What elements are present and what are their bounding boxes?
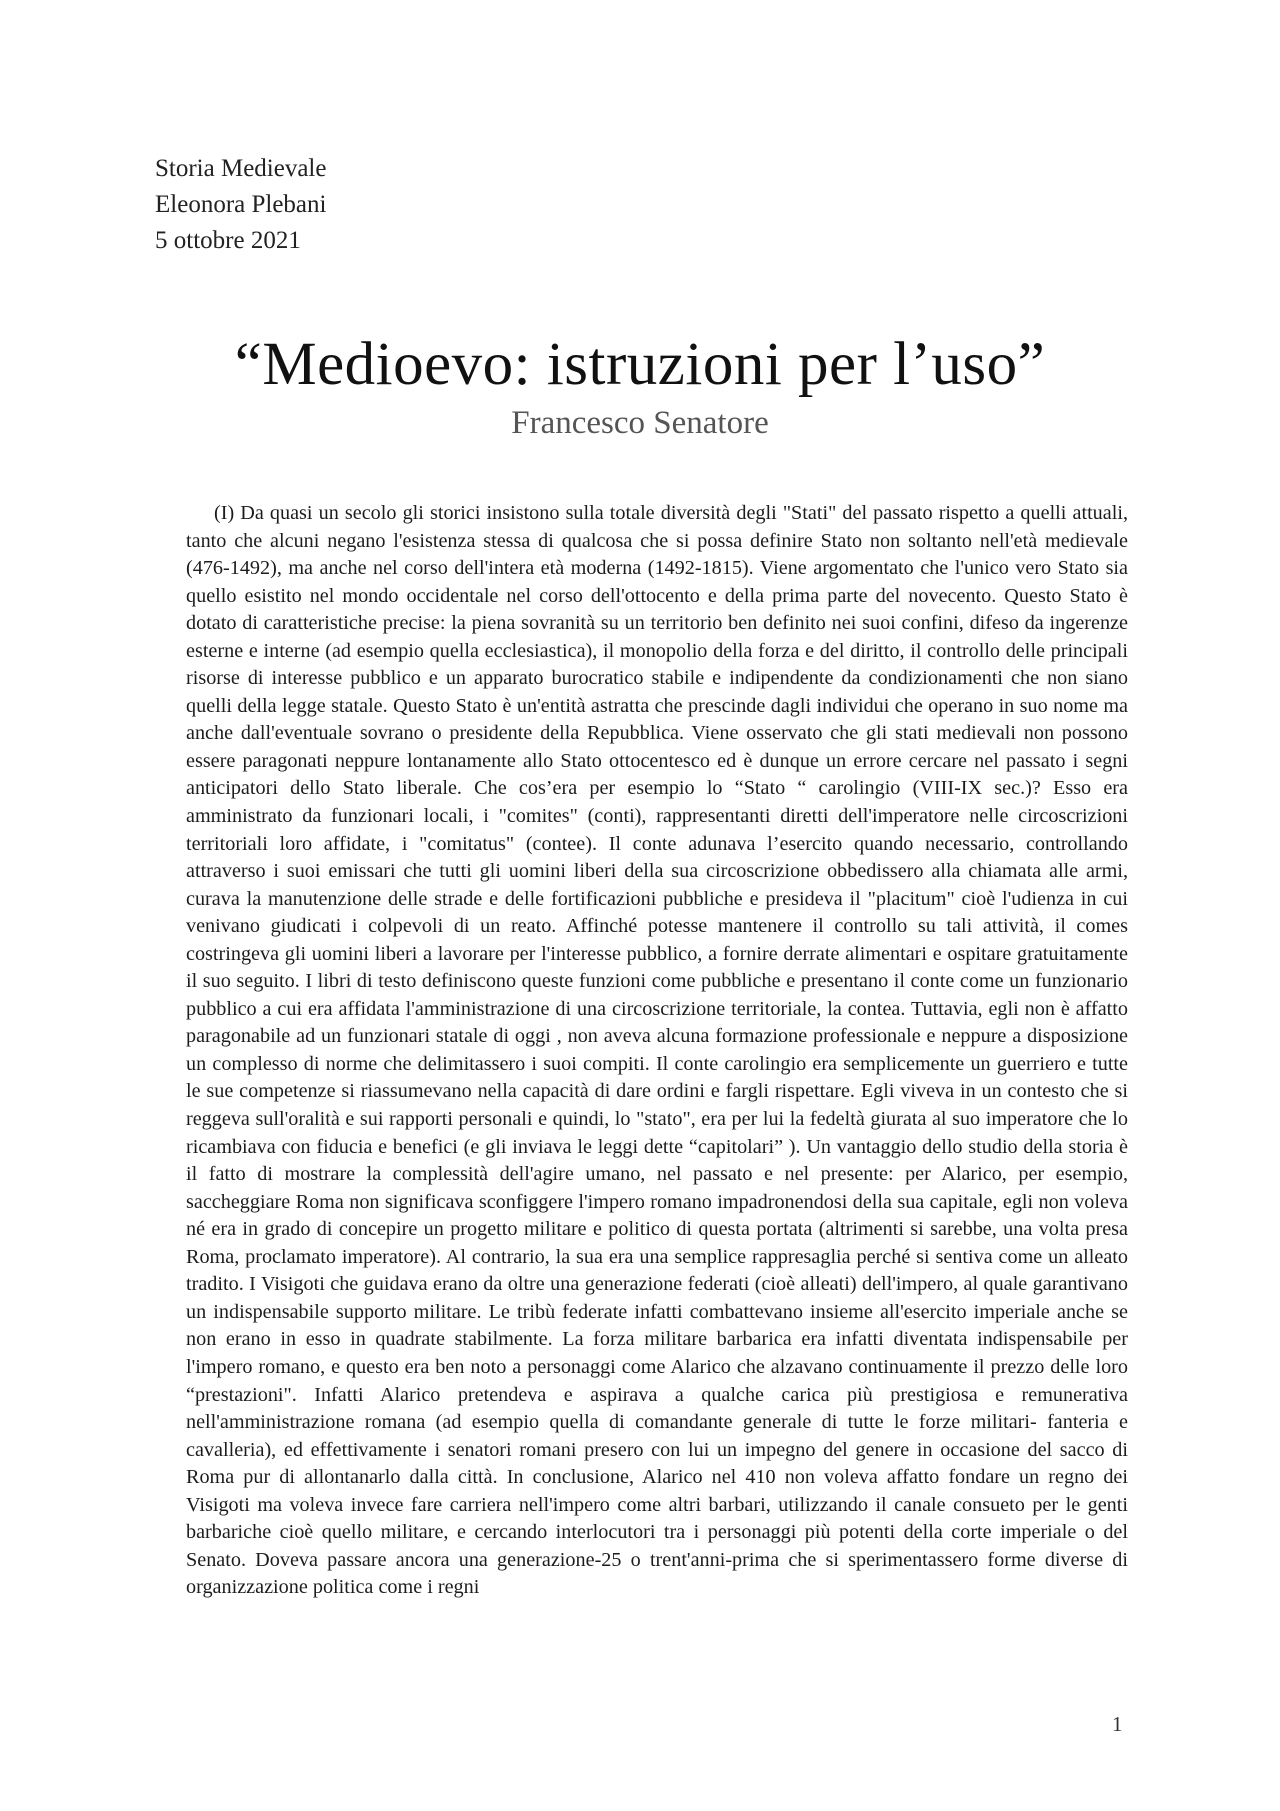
document-header	[155, 151, 326, 259]
student-name: Eleonora Plebani	[155, 191, 327, 218]
document-date: 5 ottobre 2021	[155, 227, 301, 254]
page-number: 1	[1112, 1712, 1123, 1736]
course-name: Storia Medievale	[155, 155, 327, 182]
document-title: “Medioevo: istruzioni per l’uso”	[234, 331, 1046, 398]
body-paragraph: (I) Da quasi un secolo gli storici insistono sulla totale diversità degli "Stati" del passato rispetto a quelli attuali, tanto che alcuni negano l'esistenza stessa di qualcosa che si possa definire Stato non soltanto nell'età medievale (476-1492), ma anche nel corso dell'intera età moderna (1492-1815). Viene argomentato che l'unico vero Stato sia quello esistito nel mondo occidentale nel corso dell'ottocento e della prima parte del novecento. Questo Stato è dotato di caratteristiche precise: la piena sovranità su un territorio ben definito nei suoi confini, difeso da ingerenze esterne e interne (ad esempio quella ecclesiastica), il monopolio della forza e del diritto, il controllo delle principali risorse di interesse pubblico e un apparato burocratico stabile e indipendente da condizionamenti che non siano quelli della legge statale. Questo Stato è un'entità astratta che prescinde dagli individui che operano in suo nome ma anche dall'eventuale sovrano o presidente della Repubblica. Viene osservato che gli stati medievali non possono essere paragonati neppure lontanamente allo Stato ottocentesco ed è dunque un errore cercare nel passato i segni anticipatori dello Stato liberale. Che cos’era per esempio lo “Stato “ carolingio (VIII-IX sec.)? Esso era amministrato da funzionari locali, i "comites" (conti), rappresentanti diretti dell'imperatore nelle circoscrizioni territoriali loro affidate, i "comitatus" (contee). Il conte adunava l’esercito quando necessario, controllando attraverso i suoi emissari che tutti gli uomini liberi della sua circoscrizione obbedissero alla chiamata alle armi, curava la manutenzione delle strade e delle fortificazioni pubbliche e presideva il "placitum" cioè l'udienza in cui venivano giudicati i colpevoli di un reato. Affinché potesse mantenere il controllo su tali attività, il comes costringeva gli uomini liberi a lavorare per l'interesse pubblico, a fornire derrate alimentari e ospitare gratuitamente il suo seguito. I libri di testo definiscono queste funzioni come pubbliche e presentano il conte come un funzionario pubblico a cui era affidata l'amministrazione di una circoscrizione territoriale, la contea. Tuttavia, egli non è affatto paragonabile ad un funzionari statale di oggi , non aveva alcuna formazione professionale e neppure a disposizione un complesso di norme che delimitassero i suoi compiti. Il conte carolingio era semplicemente un guerriero e tutte le sue competenze si riassumevano nella capacità di dare ordini e fargli rispettare. Egli viveva in un contesto che si reggeva sull'oralità e sui rapporti personali e quindi, lo "stato", era per lui la fedeltà giurata al suo imperatore che lo ricambiava con fiducia e benefici (e gli inviava le leggi dette “capitolari” ). Un vantaggio dello studio della storia è il fatto di mostrare la complessità dell'agire umano, nel passato e nel presente: per Alarico, per esempio, saccheggiare Roma non significava sconfiggere l'impero romano impadronendosi della sua capitale, egli non voleva né era in grado di concepire un progetto militare e politico di questa portata (altrimenti si sarebbe, una volta presa Roma, proclamato imperatore). Al contrario, la sua era una semplice rappresaglia perché si sentiva come un alleato tradito. I Visigoti che guidava erano da oltre una generazione federati (cioè alleati) dell'impero, al quale garantivano un indispensabile supporto militare. Le tribù federate infatti combattevano insieme all'esercito imperiale anche se non erano in esso in quadrate stabilmente. La forza militare barbarica era infatti diventata indispensabile per l'impero romano, e questo era ben noto a personaggi come Alarico che alzavano continuamente il prezzo delle loro “prestazioni". Infatti Alarico pretendeva e aspirava a qualche carica più prestigiosa e remunerativa nell'amministrazione romana (ad esempio quella di comandante generale di tutte le forze militari- fanteria e cavalleria), ed effettivamente i senatori romani presero con lui un impegno del genere in occasione del sacco di Roma pur di allontanarlo dalla città. In conclusione, Alarico nel 410 non voleva affatto fondare un regno dei Visigoti ma voleva invece fare carriera nell'impero come altri barbari, utilizzando il canale consueto per le genti barbariche cioè quello militare, e cercando interlocutori tra i personaggi più potenti della corte imperiale o del Senato. Doveva passare ancora una generazione-25 o trent'anni-prima che si sperimentassero forme diverse di organizzazione politica come i regni	[186, 502, 1128, 1599]
body-text	[186, 500, 1128, 1602]
document-author: Francesco Senatore	[511, 405, 769, 441]
